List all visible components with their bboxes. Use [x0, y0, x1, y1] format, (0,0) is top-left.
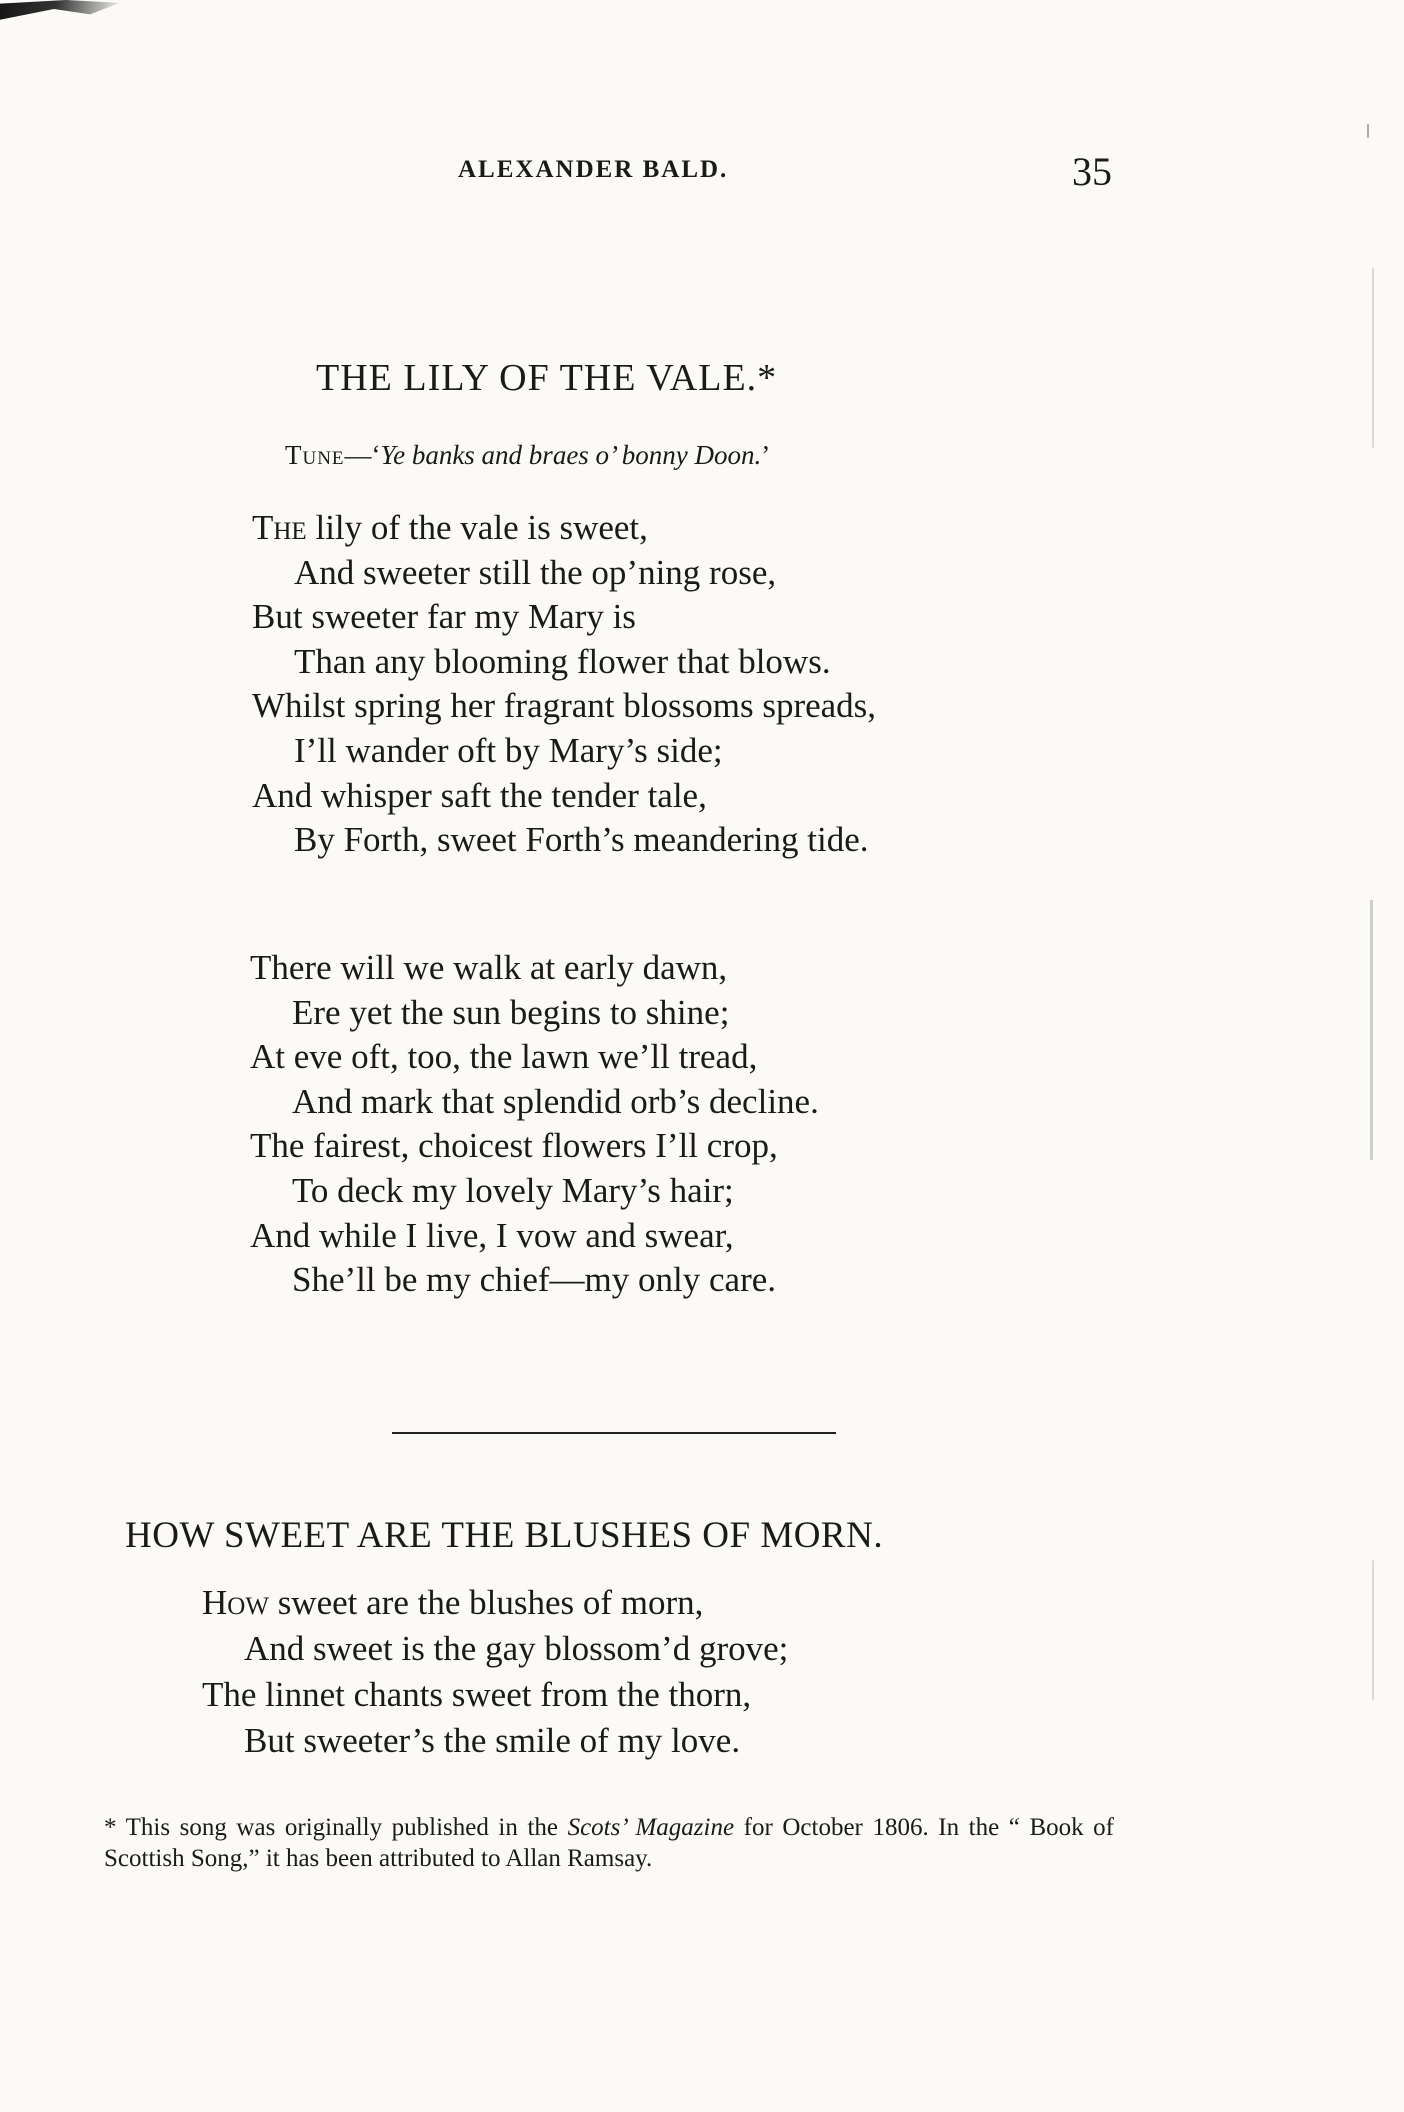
edge-speck [1372, 1560, 1374, 1700]
poem-line: The lily of the vale is sweet, [252, 508, 648, 547]
poem-line: Than any blooming flower that blows. [294, 641, 831, 681]
poem-line: At eve oft, too, the lawn we’ll tread, [250, 1037, 758, 1077]
poem-line: To deck my lovely Mary’s hair; [292, 1170, 734, 1210]
page-number: 35 [1072, 149, 1112, 194]
poem-line: And while I live, I vow and swear, [250, 1215, 734, 1255]
poem1-stanza-2 [250, 946, 819, 1303]
scan-artifact-corner [0, 0, 120, 36]
poem1-stanza-1 [252, 506, 876, 863]
poem-line: She’ll be my chief—my only care. [292, 1260, 777, 1300]
poem-line: There will we walk at early dawn, [250, 948, 728, 987]
poem-line: The linnet chants sweet from the thorn, [202, 1675, 752, 1714]
footnote-marker: * [104, 1814, 117, 1841]
poem-line: And whisper saft the tender tale, [252, 775, 707, 815]
tune-label: Tune [285, 440, 345, 470]
poem-line: And sweeter still the op’ning rose, [294, 552, 777, 592]
edge-speck [1370, 900, 1373, 1160]
tune-name: Ye banks and braes o’ bonny Doon. [380, 440, 762, 470]
poem-line: But sweeter far my Mary is [252, 597, 636, 637]
edge-speck [1372, 268, 1374, 448]
poem-title-lily-of-the-vale: THE LILY OF THE VALE.* [316, 357, 778, 399]
drop-word: How [202, 1583, 269, 1622]
poem-line: And mark that splendid orb’s decline. [292, 1081, 819, 1121]
poem-title-how-sweet: HOW SWEET ARE THE BLUSHES OF MORN. [125, 1515, 884, 1556]
poem-line: And sweet is the gay blossom’d grove; [244, 1629, 789, 1668]
footnote: * This song was originally published in the Scots’ Magazine for October 1806. In the “ Book of Scottish Song,” it has been attributed to Allan Ramsay. [104, 1814, 1115, 1872]
poem-line: Ere yet the sun begins to shine; [292, 992, 730, 1032]
poem-line: How sweet are the blushes of morn, [202, 1583, 704, 1622]
tune-line [285, 440, 770, 471]
poem2-stanza-1 [202, 1580, 788, 1764]
poem-line: Whilst spring her fragrant blossoms spreads, [252, 686, 877, 726]
running-head: ALEXANDER BALD. [458, 156, 729, 183]
section-divider [392, 1432, 836, 1434]
tune-dash: —‘ [344, 440, 381, 470]
poem-line: I’ll wander oft by Mary’s side; [294, 730, 723, 770]
edge-speck [1367, 124, 1369, 138]
poem-line: But sweeter’s the smile of my love. [244, 1721, 741, 1760]
poem-line: The fairest, choicest flowers I’ll crop, [250, 1126, 778, 1166]
drop-word: The [252, 508, 307, 547]
magazine-name: Scots’ Magazine [567, 1814, 735, 1841]
poem-line: By Forth, sweet Forth’s meandering tide. [294, 820, 869, 860]
tune-close: ’ [761, 440, 771, 470]
